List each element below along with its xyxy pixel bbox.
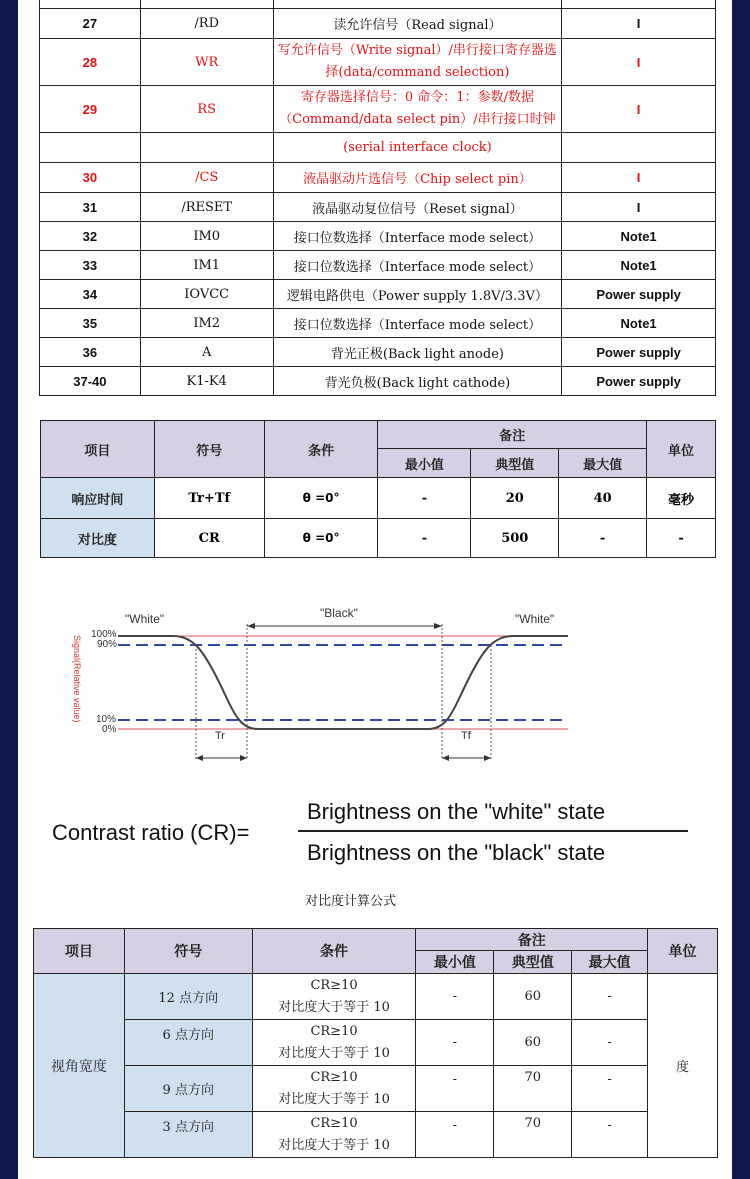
row-symbol: 9 点方向 — [124, 1066, 252, 1112]
header-item: 项目 — [41, 421, 155, 478]
label-90: 90% — [97, 639, 118, 650]
pin-description: 液晶驱动复位信号（Reset signal） — [273, 193, 562, 222]
pin-description: 接口位数选择（Interface mode select） — [273, 309, 562, 338]
pin-description — [273, 39, 562, 86]
row-unit: - — [647, 519, 716, 558]
row-item: 响应时间 — [41, 478, 155, 519]
table-row — [40, 251, 716, 280]
row-max: - — [559, 519, 647, 558]
header-min: 最小值 — [416, 951, 494, 974]
pin-number: 35 — [40, 309, 141, 338]
header-remarks: 备注 — [416, 929, 648, 951]
row-condition: θ =0° — [264, 519, 378, 558]
pin-number: 31 — [40, 193, 141, 222]
row-unit: 度 — [648, 974, 718, 1158]
row-unit: 毫秒 — [647, 478, 716, 519]
pin-description: 逻辑电路供电（Power supply 1.8V/3.3V） — [273, 280, 562, 309]
row-typ: 70 — [494, 1066, 572, 1112]
table-row — [40, 280, 716, 309]
condition-line: 对比度大于等于 10 — [278, 999, 390, 1015]
pin-number: 30 — [40, 163, 141, 193]
signal-curve — [118, 636, 568, 729]
row-max: 40 — [559, 478, 647, 519]
row-typ: 60 — [494, 1020, 572, 1066]
condition-line: CR≥10 — [310, 977, 358, 993]
header-condition: 条件 — [252, 929, 416, 974]
label-tf: Tf — [461, 730, 471, 742]
arrowhead — [196, 755, 203, 761]
label-white-left: "White" — [125, 612, 165, 626]
pin-symbol: /RD — [140, 9, 273, 39]
row-min: - — [378, 519, 471, 558]
row-condition: θ =0° — [264, 478, 378, 519]
row-condition — [252, 1112, 416, 1158]
pin-note — [562, 133, 716, 163]
arrowhead — [247, 623, 255, 629]
pin-note: Note1 — [562, 251, 716, 280]
row-condition — [252, 974, 416, 1020]
header-typ: 典型值 — [494, 951, 572, 974]
pin-number: 32 — [40, 222, 141, 251]
formula-caption: 对比度计算公式 — [305, 894, 397, 909]
row-typ: 70 — [494, 1112, 572, 1158]
row-min: - — [416, 1066, 494, 1112]
row-max: - — [572, 1020, 648, 1066]
header-max: 最大值 — [559, 449, 647, 478]
row-item: 对比度 — [41, 519, 155, 558]
pin-symbol: WR — [140, 39, 273, 86]
label-10: 10% — [96, 714, 117, 725]
pin-description — [273, 86, 562, 133]
formula-denominator: Brightness on the "black" state — [307, 840, 606, 865]
header-min: 最小值 — [378, 449, 471, 478]
condition-line: 对比度大于等于 10 — [278, 1137, 390, 1153]
condition-line: 对比度大于等于 10 — [278, 1091, 390, 1107]
arrowhead — [442, 755, 449, 761]
row-symbol: 12 点方向 — [124, 974, 252, 1020]
pin-description: 接口位数选择（Interface mode select） — [273, 251, 562, 280]
header-remarks: 备注 — [378, 421, 647, 449]
viewing-angle-table — [33, 928, 718, 1158]
pin-symbol: /RESET — [140, 193, 273, 222]
pin-note — [562, 0, 716, 9]
pin-symbol: K1-K4 — [140, 367, 273, 396]
pin-description-line: 寄存器选择信号：0 命令：1：参数/数据 — [300, 90, 534, 105]
pin-note: Note1 — [562, 222, 716, 251]
table-row — [40, 338, 716, 367]
pin-note: I — [562, 9, 716, 39]
row-min: - — [416, 974, 494, 1020]
row-symbol: CR — [154, 519, 264, 558]
row-condition — [252, 1066, 416, 1112]
table-row — [41, 478, 716, 519]
label-black: "Black" — [320, 606, 358, 620]
table-row — [40, 222, 716, 251]
table-row — [40, 9, 716, 39]
row-min: - — [378, 478, 471, 519]
condition-line: CR≥10 — [310, 1023, 358, 1039]
pin-number: 27 — [40, 9, 141, 39]
header-item: 项目 — [34, 929, 125, 974]
table-row — [40, 163, 716, 193]
pin-note: I — [562, 193, 716, 222]
formula-numerator: Brightness on the "white" state — [307, 799, 606, 824]
pin-symbol: IOVCC — [140, 280, 273, 309]
table-row — [40, 86, 716, 133]
table-row — [40, 0, 716, 9]
pin-description: 背光负极(Back light cathode) — [273, 367, 562, 396]
header-unit: 单位 — [647, 421, 716, 478]
table-row — [40, 309, 716, 338]
table-row — [40, 193, 716, 222]
table-header-row — [34, 929, 718, 951]
label-100: 100% — [91, 629, 117, 640]
row-condition — [252, 1020, 416, 1066]
row-typ: 500 — [471, 519, 559, 558]
table-header-row — [41, 421, 716, 449]
header-symbol: 符号 — [124, 929, 252, 974]
row-max: - — [572, 1066, 648, 1112]
header-max: 最大值 — [572, 951, 648, 974]
pin-number: 36 — [40, 338, 141, 367]
pin-number: 33 — [40, 251, 141, 280]
pin-description: 读允许信号（Read signal） — [273, 9, 562, 39]
header-symbol: 符号 — [154, 421, 264, 478]
pin-number: 37-40 — [40, 367, 141, 396]
datasheet-panel — [18, 0, 732, 1179]
table-row — [40, 39, 716, 86]
condition-line: CR≥10 — [310, 1115, 358, 1131]
pin-number — [40, 133, 141, 163]
pin-symbol: A — [140, 338, 273, 367]
header-unit: 单位 — [648, 929, 718, 974]
table-row — [41, 519, 716, 558]
row-typ: 60 — [494, 974, 572, 1020]
arrowhead — [434, 623, 442, 629]
table-row — [40, 133, 716, 163]
pin-number: 34 — [40, 280, 141, 309]
row-max: - — [572, 974, 648, 1020]
formula-lhs: Contrast ratio (CR)= — [52, 820, 250, 845]
label-0: 0% — [102, 724, 117, 735]
pin-symbol: IM1 — [140, 251, 273, 280]
row-min: - — [416, 1020, 494, 1066]
row-min: - — [416, 1112, 494, 1158]
row-typ: 20 — [471, 478, 559, 519]
pin-description-line: （Command/data select pin）/串行接口时钟 — [279, 112, 556, 127]
pin-description: (serial interface clock) — [273, 133, 562, 163]
pin-note: I — [562, 86, 716, 133]
pin-note: I — [562, 39, 716, 86]
pin-symbol: IM0 — [140, 222, 273, 251]
arrowhead — [484, 755, 491, 761]
pin-note: Note1 — [562, 309, 716, 338]
condition-line: CR≥10 — [310, 1069, 358, 1085]
pin-symbol: RS — [140, 86, 273, 133]
header-typ: 典型值 — [471, 449, 559, 478]
row-symbol: Tr+Tf — [154, 478, 264, 519]
response-table — [40, 420, 716, 558]
label-tr: Tr — [215, 730, 225, 742]
header-condition: 条件 — [264, 421, 378, 478]
label-white-right: "White" — [515, 612, 555, 626]
pin-description-line: 写允许信号（Write signal）/串行接口寄存器选 — [277, 43, 557, 58]
pin-number: 29 — [40, 86, 141, 133]
row-symbol: 3 点方向 — [124, 1112, 252, 1158]
pin-symbol: IM2 — [140, 309, 273, 338]
table-row — [40, 367, 716, 396]
pin-note: Power supply — [562, 338, 716, 367]
pin-table — [39, 0, 716, 396]
pin-description-line: 择(data/command selection) — [325, 65, 510, 80]
pin-number: 28 — [40, 39, 141, 86]
row-symbol: 6 点方向 — [124, 1020, 252, 1066]
pin-description: 背光正极(Back light anode) — [273, 338, 562, 367]
pin-note: Power supply — [562, 280, 716, 309]
table-row — [34, 1066, 718, 1112]
row-item: 视角宽度 — [34, 974, 125, 1158]
table-row — [34, 1112, 718, 1158]
row-max: - — [572, 1112, 648, 1158]
condition-line: 对比度大于等于 10 — [278, 1045, 390, 1061]
formula-fraction-bar — [298, 830, 688, 832]
pin-description: 接口位数选择（Interface mode select） — [273, 222, 562, 251]
pin-description — [273, 0, 562, 9]
pin-note: Power supply — [562, 367, 716, 396]
pin-symbol: /CS — [140, 163, 273, 193]
pin-number — [40, 0, 141, 9]
table-row — [34, 974, 718, 1020]
pin-note: I — [562, 163, 716, 193]
response-waveform-diagram — [18, 600, 732, 770]
arrowhead — [240, 755, 247, 761]
pin-description: 液晶驱动片选信号（Chip select pin） — [273, 163, 562, 193]
table-row — [34, 1020, 718, 1066]
pin-symbol — [140, 0, 273, 9]
pin-symbol — [140, 133, 273, 163]
y-axis-label: Signal(Relative value) — [72, 635, 82, 723]
